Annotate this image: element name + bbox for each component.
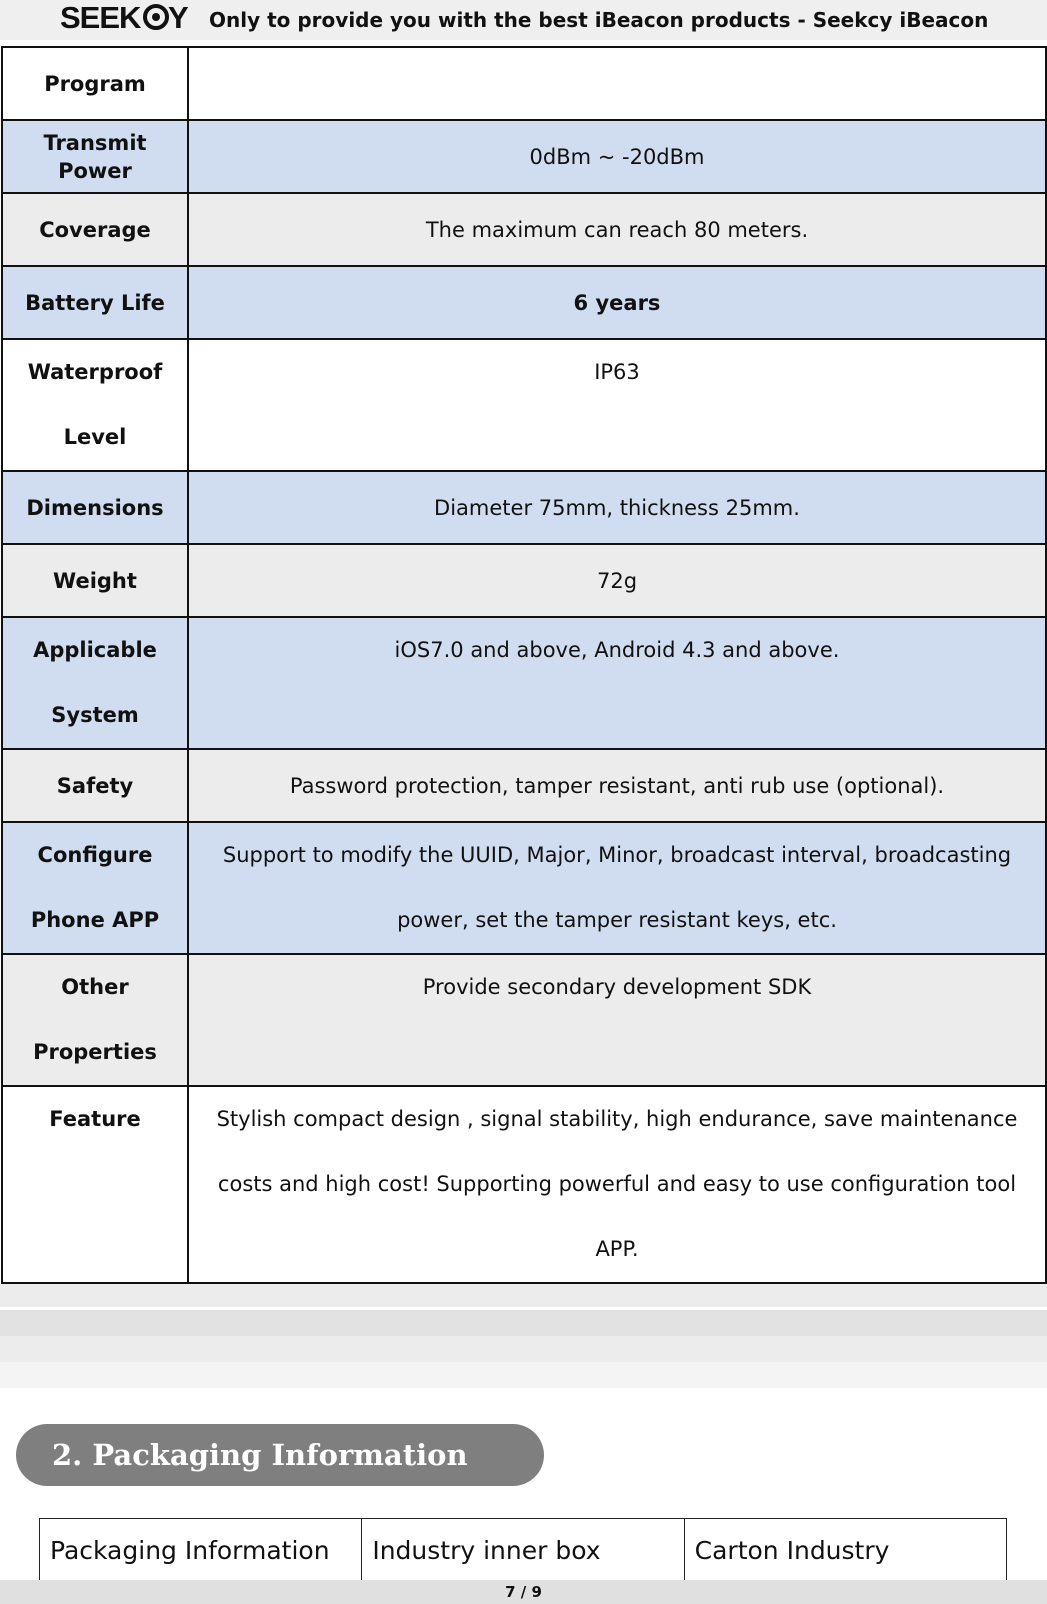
scan-band	[0, 1283, 1047, 1307]
packaging-table	[39, 1518, 1007, 1582]
spec-row-dimensions	[2, 471, 1046, 544]
svg-text:SEEK: SEEK	[60, 0, 141, 34]
spec-value: The maximum can reach 80 meters.	[188, 193, 1046, 266]
spec-label: Applicable System	[2, 617, 188, 749]
spec-value: 72g	[188, 544, 1046, 617]
header-tagline: Only to provide you with the best iBeacon products - Seekcy iBeacon	[209, 8, 989, 32]
spec-row-program	[2, 47, 1046, 120]
spec-row-configure-app	[2, 822, 1046, 954]
spec-label: Waterproof Level	[2, 339, 188, 471]
spec-label: Transmit Power	[2, 120, 188, 193]
spec-value: Support to modify the UUID, Major, Minor, broadcast interval, broadcasting power, set the tamper resistant keys, etc.	[188, 822, 1046, 954]
seekoy-logo	[60, 0, 210, 34]
spec-label: Other Properties	[2, 954, 188, 1086]
spec-label: Configure Phone APP	[2, 822, 188, 954]
packaging-cell: Packaging Information	[40, 1519, 362, 1582]
spec-table	[1, 46, 1047, 1284]
spec-label: Dimensions	[2, 471, 188, 544]
svg-text:Y: Y	[168, 0, 189, 34]
spec-row-coverage	[2, 193, 1046, 266]
spec-row-safety	[2, 749, 1046, 822]
spec-value: 0dBm ~ -20dBm	[188, 120, 1046, 193]
page-number: 7 / 9	[0, 1580, 1047, 1604]
spec-value: iOS7.0 and above, Android 4.3 and above.	[188, 617, 1046, 749]
scan-band	[0, 1362, 1047, 1388]
spec-label: Battery Life	[2, 266, 188, 339]
spec-row-feature	[2, 1086, 1046, 1283]
spec-row-waterproof	[2, 339, 1046, 471]
scan-band	[0, 1310, 1047, 1336]
spec-label: Program	[2, 47, 188, 120]
packaging-cell: Carton Industry	[684, 1519, 1006, 1582]
spec-row-transmit-power	[2, 120, 1046, 193]
spec-row-battery-life	[2, 266, 1046, 339]
packaging-cell: Industry inner box	[362, 1519, 684, 1582]
spec-row-weight	[2, 544, 1046, 617]
section-heading: 2. Packaging Information	[16, 1424, 544, 1486]
spec-value	[188, 47, 1046, 120]
spec-label: Coverage	[2, 193, 188, 266]
spec-value: IP63	[188, 339, 1046, 471]
packaging-row	[40, 1519, 1007, 1582]
spec-value: Diameter 75mm, thickness 25mm.	[188, 471, 1046, 544]
spec-value: Stylish compact design , signal stability, high endurance, save maintenance costs and high cost! Supporting powerful and easy to use configuration tool APP.	[188, 1086, 1046, 1283]
page-header	[0, 0, 1047, 40]
spec-label: Safety	[2, 749, 188, 822]
spec-row-other-properties	[2, 954, 1046, 1086]
spec-label: Weight	[2, 544, 188, 617]
spec-row-applicable-system	[2, 617, 1046, 749]
spec-value: 6 years	[188, 266, 1046, 339]
spec-value: Password protection, tamper resistant, anti rub use (optional).	[188, 749, 1046, 822]
spec-value: Provide secondary development SDK	[188, 954, 1046, 1086]
scan-band	[0, 1336, 1047, 1362]
spec-label: Feature	[2, 1086, 188, 1283]
